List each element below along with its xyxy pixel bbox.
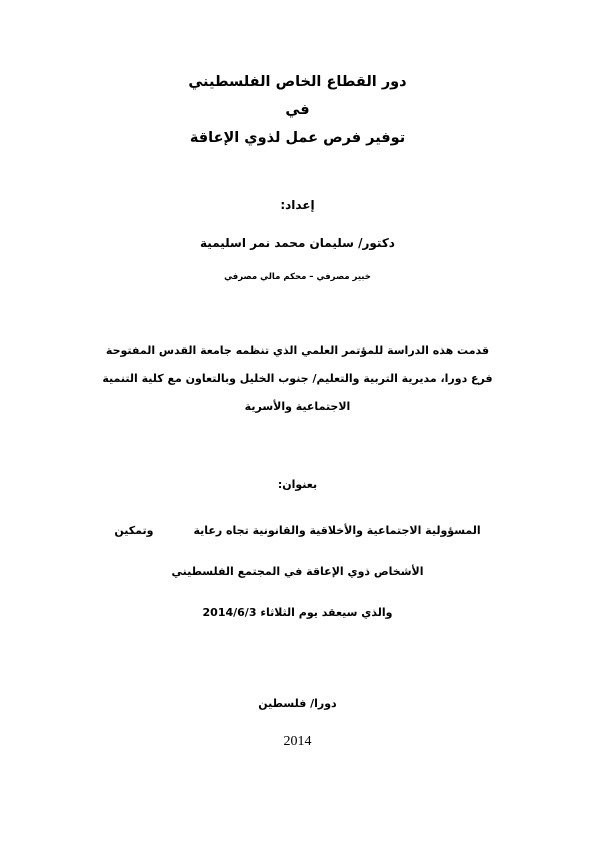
title-line-1: دور القطاع الخاص الفلسطيني xyxy=(188,74,407,90)
title-line-2: في xyxy=(285,102,310,118)
conference-date: والذي سيعقد يوم الثلاثاء 2014/6/3 xyxy=(202,606,393,619)
author-name: دكتور/ سليمان محمد نمر اسليمية xyxy=(200,236,395,250)
author-credentials: خبير مصرفي – محكم مالي مصرفي xyxy=(224,272,371,282)
prepared-by-label: إعداد: xyxy=(280,198,315,212)
conference-title-label: بعنوان: xyxy=(277,478,318,491)
conference-title-line-2: الأشخاص ذوي الإعاقة في المجتمع الفلسطيني xyxy=(171,565,424,578)
presented-line-1: قدمت هذه الدراسة للمؤتمر العلمي الذي تنظمه جامعة القدس المفتوحة xyxy=(105,344,490,357)
conference-title-line-1-part-2: وتمكين xyxy=(114,524,154,537)
conference-title-line-1 xyxy=(40,524,555,537)
presented-line-2: فرع دورا، مديرية التربية والتعليم/ جنوب الخليل وبالتعاون مع كلية التنمية xyxy=(102,372,493,385)
title-line-3: توفير فرص عمل لذوي الإعاقة xyxy=(189,130,406,146)
presented-line-3: الاجتماعية والأسرية xyxy=(244,400,351,413)
year: 2014 xyxy=(283,734,312,749)
place: دورا/ فلسطين xyxy=(258,697,337,710)
conference-title-line-1-part-1: المسؤولية الاجتماعية والأخلاقية والقانونية تجاه رعاية xyxy=(193,524,481,537)
